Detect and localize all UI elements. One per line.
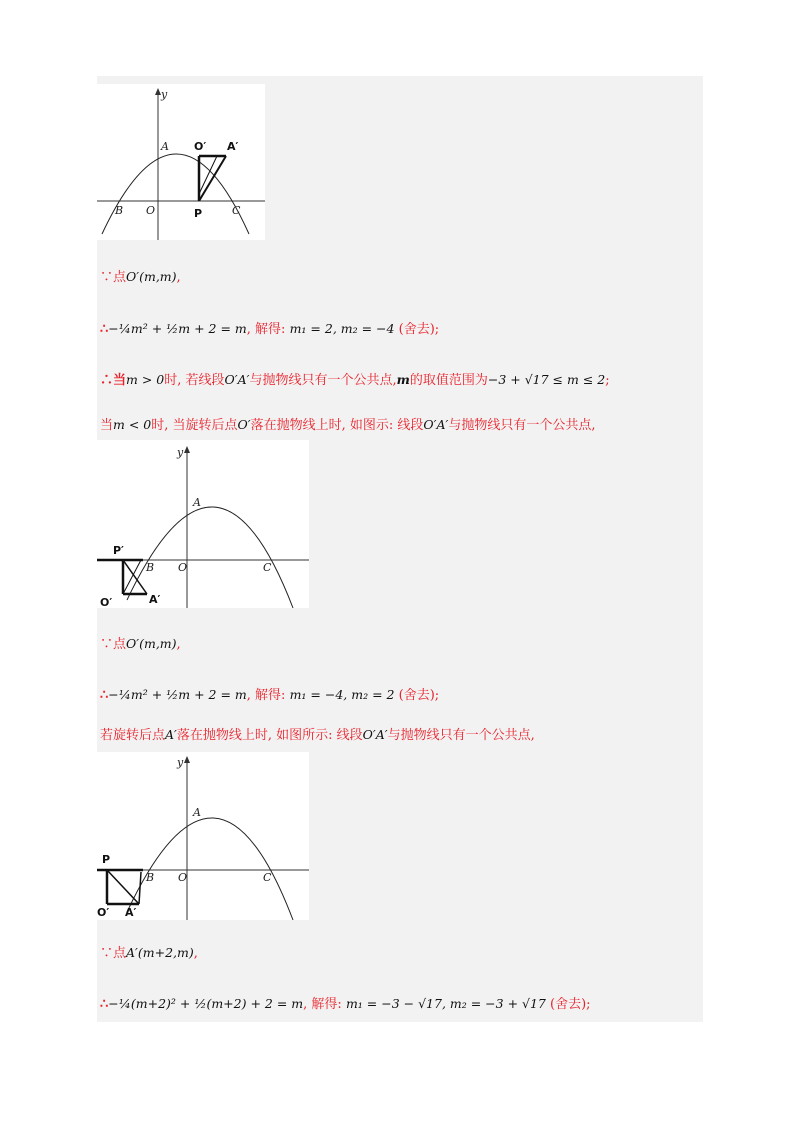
segment-diag [123,560,147,594]
label-P-prime: P′ [113,544,124,557]
figure-2 [97,440,309,608]
label-A: A [161,140,169,153]
label-A-prime: A′ [149,593,161,606]
segment-ap [199,156,226,201]
label-A: A [193,806,201,819]
label-A-prime: A′ [227,140,239,153]
label-O: O [178,871,188,884]
text-line-1: ∵点O′(m,m), [100,269,181,285]
segment-diag [107,870,139,904]
y-axis-arrow [184,756,190,763]
label-O: O [178,561,188,574]
parabola [102,154,249,234]
text-line-2: ∴−¼m² + ½m + 2 = m, 解得: m₁ = 2, m₂ = −4 (舍去); [100,321,440,337]
label-y: y [177,756,184,769]
parabola [127,818,293,920]
text-line-6: ∴−¼m² + ½m + 2 = m, 解得: m₁ = −4, m₂ = 2 (舍去); [100,687,440,703]
label-y: y [177,446,184,459]
parabola-graph-1 [97,84,265,240]
text-line-3: ∴当m > 0时, 若线段O′A′与抛物线只有一个公共点,m的取值范围为−3 + √17 ≤ m ≤ 2; [100,372,610,388]
text-line-7: 若旋转后点A′落在抛物线上时, 如图所示: 线段O′A′与抛物线只有一个公共点, [100,727,535,743]
label-C: C [232,204,241,217]
label-P: P [194,207,203,220]
label-O-prime: O′ [97,906,110,919]
text-line-9: ∴−¼(m+2)² + ½(m+2) + 2 = m, 解得: m₁ = −3 − √17, m₂ = −3 + √17 (舍去); [100,996,591,1012]
figure-3 [97,752,309,920]
label-A-prime: A′ [125,906,137,919]
parabola-graph-2 [97,440,309,608]
segment-ab [139,872,141,904]
figure-1 [97,84,265,240]
label-O-prime: O′ [194,140,207,153]
label-A: A [193,496,201,509]
label-C: C [263,561,272,574]
label-B: B [146,561,155,574]
text-line-8: ∵点A′(m+2,m), [100,945,198,961]
label-O: O [146,204,156,217]
text-line-4: 当m < 0时, 当旋转后点O′落在抛物线上时, 如图示: 线段O′A′与抛物线只有一个公共点, [100,417,596,433]
label-C: C [263,871,272,884]
parabola-graph-3 [97,752,309,920]
label-P: P [102,853,111,866]
text-line-5: ∵点O′(m,m), [100,636,181,652]
label-B: B [146,871,155,884]
label-O-prime: O′ [100,596,113,608]
y-axis-arrow [184,446,190,453]
label-y: y [161,88,168,101]
label-B: B [115,204,124,217]
